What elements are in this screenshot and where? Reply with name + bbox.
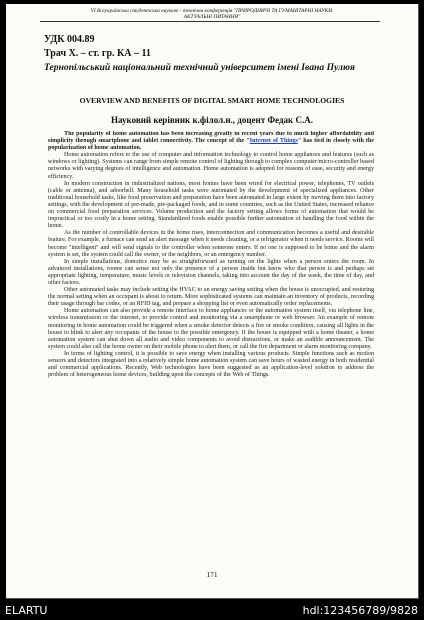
article-title: OVERVIEW AND BENEFITS OF DIGITAL SMART HOME TECHNOLOGIES <box>79 96 345 105</box>
body-paragraph: Home automation can also provide a remote interface to home appliances or the automation system itself, via telephone line, wireless transmission or the internet, to provide control and monitoring via a smartphone or web browser. An example of remote monitoring in home automation could be triggered when a smoke detector detects a fire or smoke condition, causing all lights in the house to blink to alert any occupants of the house to the possible emergency. If the house is equipped with a home theater, a home automation system can shut down all audio and video components to avoid distractions, or make an audible announcement. The system could also call the home owner on their mobile phone to alert them, or call the fire department or alarm monitoring company. <box>48 308 374 350</box>
header-divider <box>40 21 380 22</box>
body-paragraph: As the number of controllable devices in the home rises, interconnection and communication becomes a useful and desirable feature. For example, a furnace can send an alert message when it needs cleaning, or a refrigerator when it needs service. Rooms will become "intelligent" and will send signals to the controller when someone enters. If no one is supposed to be home and the alarm system is set, the system could call the owner, or the neighbors, or an emergency number. <box>48 230 374 258</box>
author-line: Трач Х. – ст. гр. КА – 11 <box>44 48 151 59</box>
body-paragraph: Home automation refers to the use of computer and information technology to control home appliances and features (such as windows or lighting). Systems can range from simple remote control of lighting through to complex computer/micro-controller based networks with varying degrees of intelligence and automation. Home automation is adopted for reasons of ease, security and energy efficiency. <box>48 152 374 180</box>
body-paragraph: In terms of lighting control, it is possible to save energy when installing various products. Simple functions such as motion sensors and detectors integrated into a relatively simple home automation system can save hours of wasted energy in both residential and commercial applications. Recently, Web technologies have been suggested as an application-level solution to address the problem of heterogeneous home devices, building upon the concepts of the Web of Things. <box>48 350 374 379</box>
university-name: Тернопільський національний технічний університет імені Івана Пулюя <box>44 62 355 73</box>
handle-identifier[interactable]: hdl:123456789/9828 <box>302 604 418 617</box>
conference-header <box>6 8 418 20</box>
udk-code: УДК 004.89 <box>44 34 95 45</box>
repository-name: ELARTU <box>5 604 48 617</box>
page-number: 171 <box>206 570 218 579</box>
viewer-footer-bar <box>0 600 424 620</box>
lead-paragraph <box>48 131 374 152</box>
conference-header-line2: АКТУАЛЬНІ ПИТАННЯ" <box>183 14 241 20</box>
article-body <box>48 131 374 556</box>
lead-text-after: " has tied in closely with the popularization of home automation. <box>48 138 374 152</box>
lead-text-before: The popularity of home automation has been increasing greatly in recent years due to much higher affordability and simplicity through smartphone and tablet connectivity. The concept of the " <box>48 131 374 145</box>
conference-header-line1: VI Всеукраїнська студентська науково - технічна конференція "ПРИРОДНИЧІ ТА ГУМАНІТАРНІ НАУКИ. <box>90 8 334 14</box>
body-paragraph: Other automated tasks may include setting the HVAC to an energy saving setting when the house is unoccupied, and restoring the normal setting when an occupant is about to return. More sophisticated systems can maintain an inventory of products, recording their usage through bar codes, or an RFID tag, and prepare a shopping list or even automatically order replacements. <box>48 287 374 308</box>
supervisor-line: Науковий керівник к.філол.н., доцент Федак С.А. <box>110 115 313 125</box>
body-paragraph: In modern construction in industrialized nations, most homes have been wired for electrical power, telephones, TV outlets (cable or antenna), and adoorbell. Many household tasks were automated by the development of specialized appliances. Other traditional household tasks, like food preservation and preparation have been automated in large extent by moving them into factory settings, with the development of pre-made, pre-packaged foods, and in some countries, such as the United States, increased reliance on commercial food preparation services. Volume production and the factory setting allows forms of automation that would be impractical or too costly in a home setting. Standardized foods enable possible further automation of handling the food within the home. <box>48 180 374 230</box>
body-paragraph: In simple installations, domotics may be as straightforward as turning on the lights when a person enters the room. In advanced installations, rooms can sense not only the presence of a person inside but know who that person is and perhaps set appropriate lighting, temperature, music levels or television channels, taking into account the day of the week, the time of day, and other factors. <box>48 258 374 286</box>
document-page <box>6 4 419 599</box>
internet-of-things-link[interactable]: Internet of Things <box>249 138 298 145</box>
